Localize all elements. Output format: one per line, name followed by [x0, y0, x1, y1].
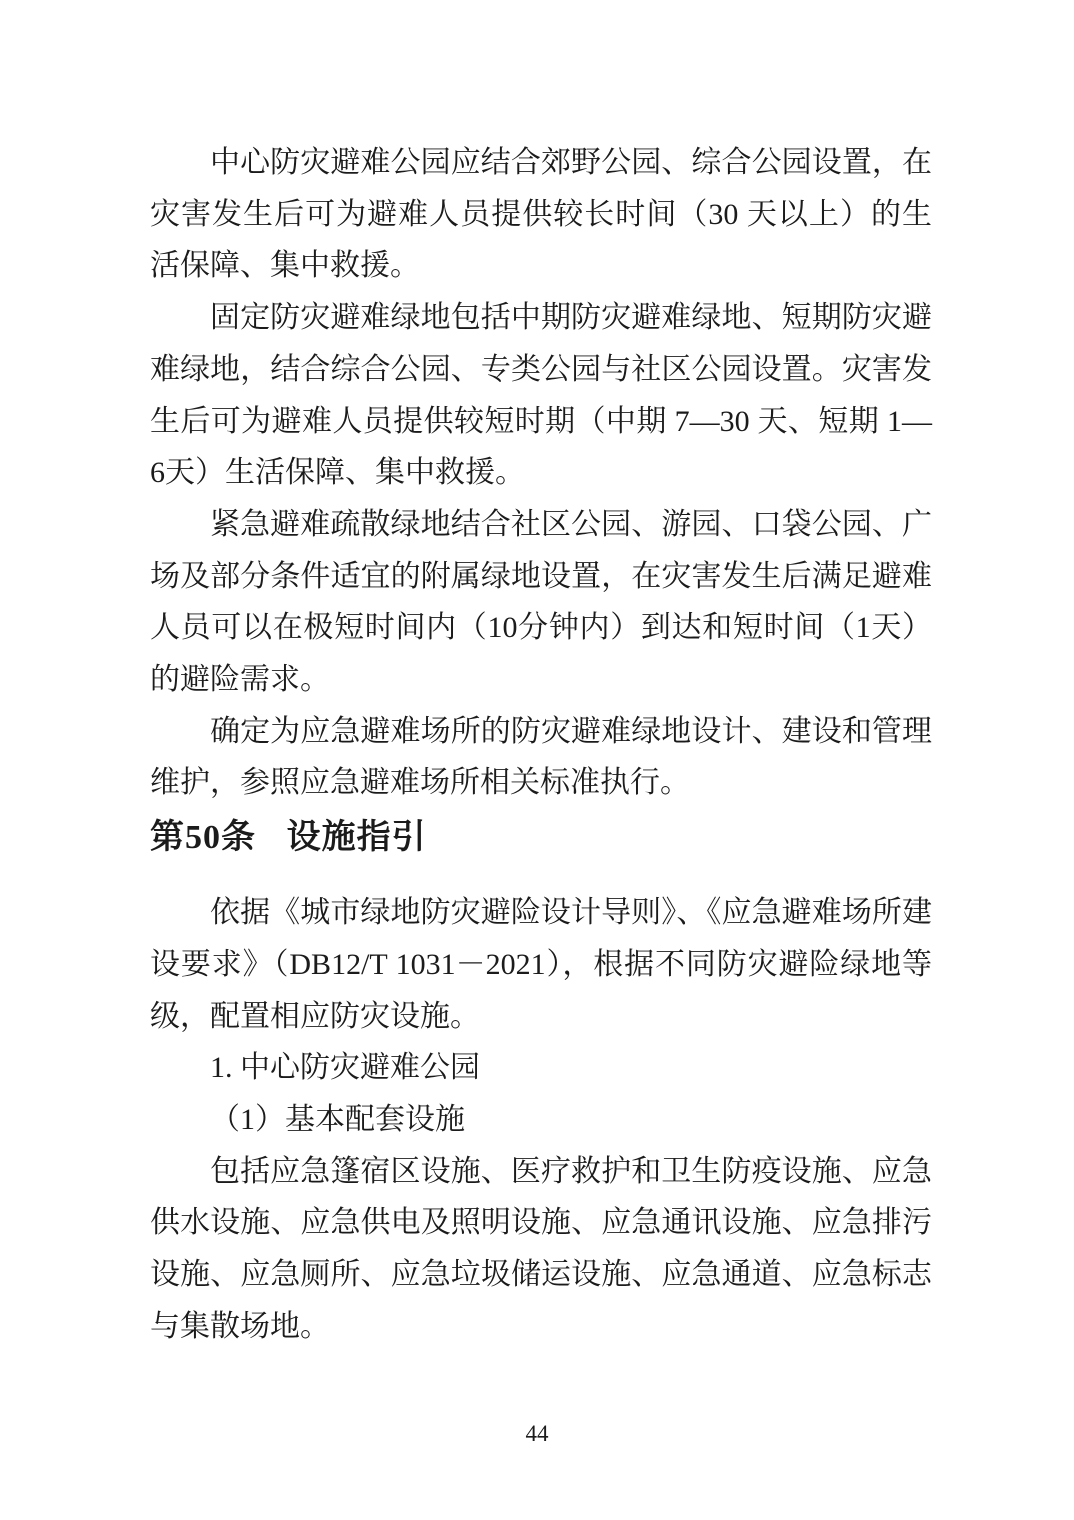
paragraph-fixed-green-space: 固定防灾避难绿地包括中期防灾避难绿地、短期防灾避难绿地，结合综合公园、专类公园与社区公园设置。灾害发生后可为避难人员提供较短时期（中期 7—30 天、短期 1—6天）生活保障、集中救援。	[150, 301, 932, 490]
paragraph-emergency-evacuation-green-space: 紧急避难疏散绿地结合社区公园、游园、口袋公园、广场及部分条件适宜的附属绿地设置，在灾害发生后满足避难人员可以在极短时间内（10分钟内）到达和短时间（1天）的避险需求。	[150, 507, 932, 697]
paragraph-standards-basis: 依据《城市绿地防灾避险设计导则》、《应急避难场所建设要求》（DB12/T 1031－2021），根据不同防灾避险绿地等级，配置相应防灾设施。	[150, 896, 932, 1033]
section-heading-title: 设施指引	[286, 819, 427, 857]
paragraph-design-management: 确定为应急避难场所的防灾避难绿地设计、建设和管理维护，参照应急避难场所相关标准执行。	[150, 714, 932, 800]
list-item-basic-facilities: （1）基本配套设施	[210, 1102, 465, 1136]
list-item-center-park: 1. 中心防灾避难公园	[210, 1051, 480, 1085]
page-footer	[0, 1419, 1074, 1449]
document-body	[150, 137, 932, 1352]
paragraph-facilities-list: 包括应急篷宿区设施、医疗救护和卫生防疫设施、应急供水设施、应急供电及照明设施、应急通讯设施、应急排污设施、应急厕所、应急垃圾储运设施、应急通道、应急标志与集散场地。	[150, 1154, 932, 1343]
page-number: 44	[525, 1421, 549, 1446]
paragraph-center-park: 中心防灾避难公园应结合郊野公园、综合公园设置，在灾害发生后可为避难人员提供较长时间（30 天以上）的生活保障、集中救援。	[150, 146, 932, 283]
section-heading-number: 第50条	[150, 819, 256, 857]
section-heading	[150, 815, 932, 861]
